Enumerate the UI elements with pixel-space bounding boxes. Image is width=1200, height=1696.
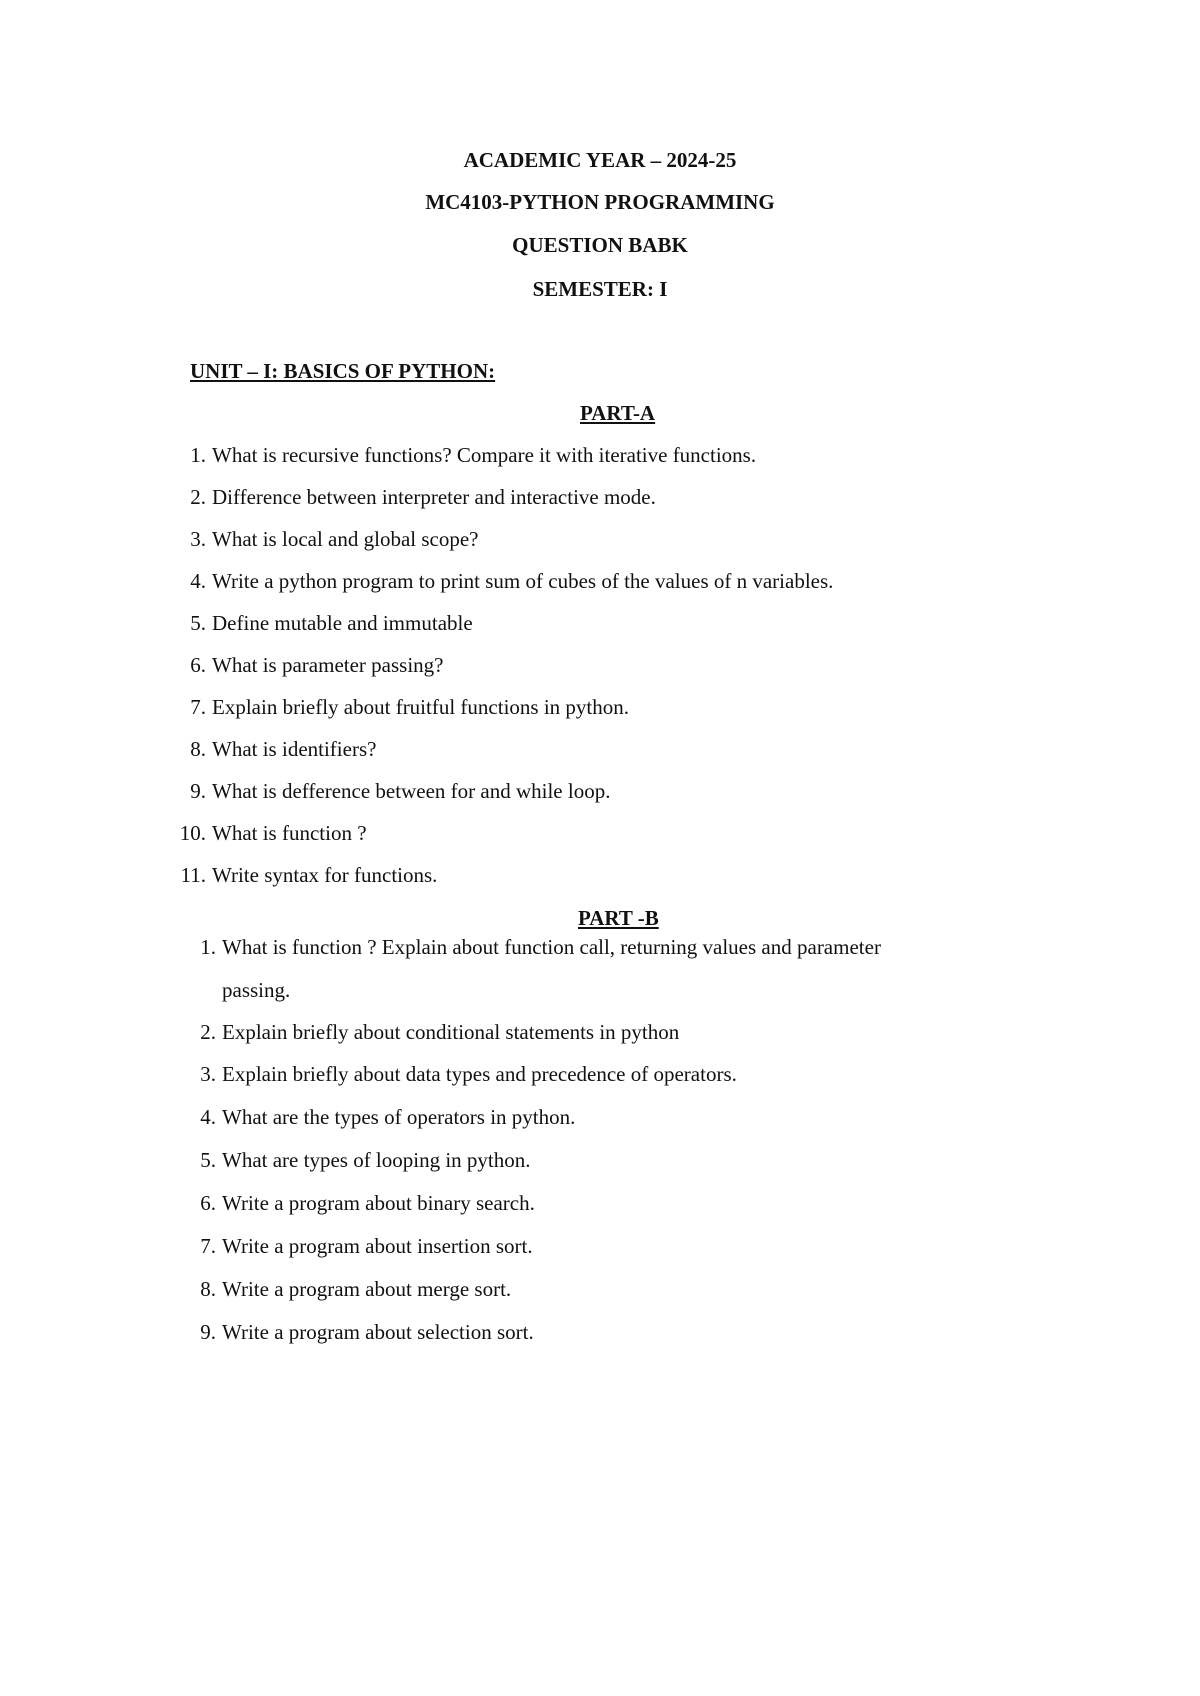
- question-text: Write a program about binary search.: [222, 1191, 535, 1215]
- question-number: 2.: [200, 1020, 216, 1044]
- question-number: 8.: [200, 1277, 216, 1301]
- question-number: 9.: [190, 779, 206, 803]
- question-text: What is defference between for and while loop.: [212, 779, 611, 803]
- unit-title: UNIT – I: BASICS OF PYTHON:: [190, 359, 496, 383]
- part-a-title: PART-A: [580, 401, 656, 425]
- question-number: 3.: [190, 527, 206, 551]
- list-item: [0, 695, 1200, 723]
- question-number: 7.: [190, 695, 206, 719]
- question-number: 6.: [200, 1191, 216, 1215]
- list-item: [0, 443, 1200, 471]
- question-text: Define mutable and immutable: [212, 611, 473, 635]
- list-item: [0, 1062, 1200, 1090]
- list-item: [0, 779, 1200, 807]
- question-number: 4.: [190, 569, 206, 593]
- question-number: 5.: [190, 611, 206, 635]
- document-type-heading: QUESTION BABK: [512, 233, 688, 257]
- question-text-continuation: passing.: [222, 978, 291, 1002]
- question-number: 10.: [179, 821, 206, 845]
- list-item: [0, 1020, 1200, 1048]
- list-item: [0, 1105, 1200, 1133]
- list-item: [0, 821, 1200, 849]
- question-number: 9.: [200, 1320, 216, 1344]
- question-text: Write a program about merge sort.: [222, 1277, 512, 1301]
- question-number: 2.: [190, 485, 206, 509]
- list-item: [0, 1320, 1200, 1348]
- question-text: Write syntax for functions.: [212, 863, 438, 887]
- list-item: [0, 935, 1200, 1002]
- part-b-title: PART -B: [578, 906, 659, 930]
- question-number: 8.: [190, 737, 206, 761]
- list-item: [0, 485, 1200, 513]
- question-number: 5.: [200, 1148, 216, 1172]
- question-text: What is recursive functions? Compare it with iterative functions.: [212, 443, 757, 467]
- question-number: 6.: [190, 653, 206, 677]
- list-item: [0, 737, 1200, 765]
- question-number: 3.: [200, 1062, 216, 1086]
- question-number: 11.: [180, 863, 206, 887]
- question-text: Explain briefly about conditional statements in python: [222, 1020, 680, 1044]
- question-text: What is function ?: [212, 821, 367, 845]
- list-item: [0, 1277, 1200, 1305]
- list-item: [0, 611, 1200, 639]
- academic-year-heading: ACADEMIC YEAR – 2024-25: [463, 148, 737, 172]
- list-item: [0, 1191, 1200, 1219]
- question-number: 1.: [190, 443, 206, 467]
- question-text: Difference between interpreter and interactive mode.: [212, 485, 656, 509]
- question-text: What is function ? Explain about function call, returning values and parameter: [222, 935, 881, 959]
- list-item: [0, 527, 1200, 555]
- list-item: [0, 1148, 1200, 1176]
- question-text: What is parameter passing?: [212, 653, 444, 677]
- list-item: [0, 1234, 1200, 1262]
- list-item: [0, 569, 1200, 597]
- course-title: MC4103-PYTHON PROGRAMMING: [425, 190, 775, 214]
- list-item: [0, 863, 1200, 891]
- question-text: What are the types of operators in python.: [222, 1105, 576, 1129]
- list-item: [0, 653, 1200, 681]
- question-text: What are types of looping in python.: [222, 1148, 531, 1172]
- question-text: Explain briefly about fruitful functions in python.: [212, 695, 630, 719]
- question-text: What is local and global scope?: [212, 527, 479, 551]
- question-text: Explain briefly about data types and precedence of operators.: [222, 1062, 737, 1086]
- question-text: Write a program about insertion sort.: [222, 1234, 533, 1258]
- question-text: Write a program about selection sort.: [222, 1320, 534, 1344]
- question-text: Write a python program to print sum of cubes of the values of n variables.: [212, 569, 834, 593]
- semester-heading: SEMESTER: I: [532, 277, 668, 301]
- question-number: 7.: [200, 1234, 216, 1258]
- question-text: What is identifiers?: [212, 737, 377, 761]
- question-number: 1.: [200, 935, 216, 959]
- question-number: 4.: [200, 1105, 216, 1129]
